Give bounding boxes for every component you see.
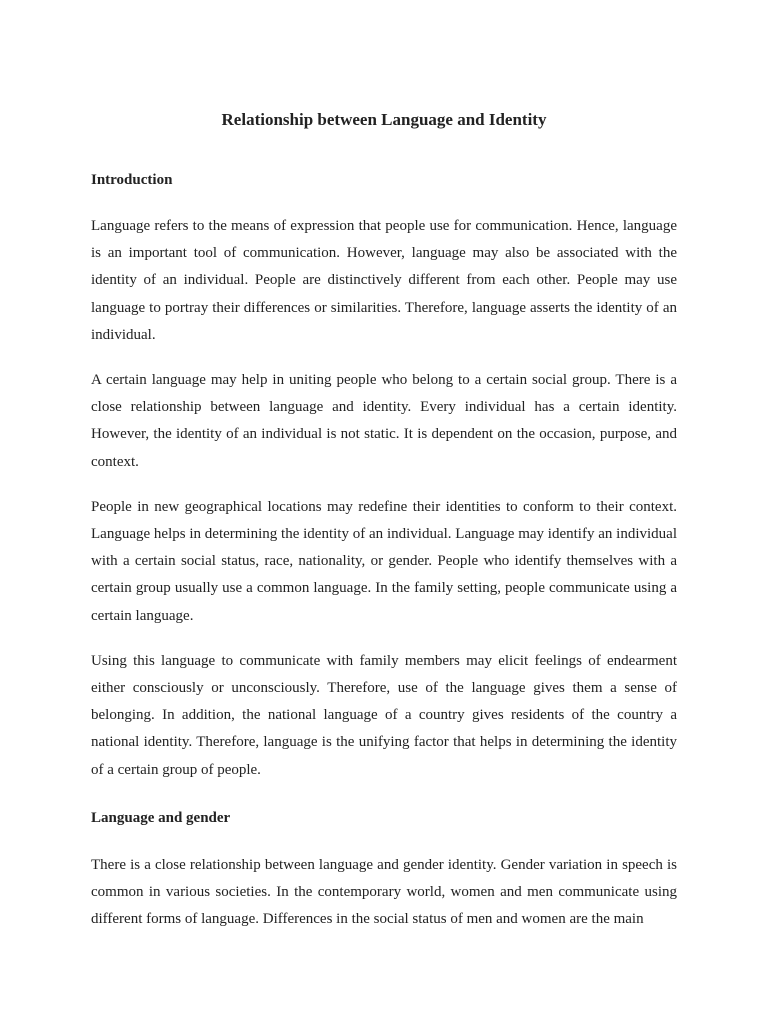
paragraph: A certain language may help in uniting people who belong to a certain social group. There is a close relationship between language and identity. Every individual has a certain identity. However, the identity of an individual is not static. It is dependent on the occasion, purpose, and context. — [91, 372, 677, 470]
paragraph: People in new geographical locations may redefine their identities to conform to their context. Language helps in determining the identity of an individual. Language may identify an individual with a certain social status, race, nationality, or gender. People who identify themselves with a certain group usually use a common language. In the family setting, people communicate using a certain language. — [91, 498, 677, 624]
paragraph: Using this language to communicate with family members may elicit feelings of endearment either consciously or unconsciously. Therefore, use of the language gives them a sense of belonging. In addition, the national language of a country gives residents of the country a national identity. Therefore, language is the unifying factor that helps in determining the identity of a certain group of people. — [91, 652, 677, 778]
section-heading-introduction: Introduction — [91, 172, 173, 188]
document-title: Relationship between Language and Identity — [221, 110, 547, 129]
paragraph: There is a close relationship between language and gender identity. Gender variation in speech is common in various societies. In the contemporary world, women and men communicate using different forms of language. Differences in the social status of men and women are the main — [91, 856, 677, 928]
paragraph: Language refers to the means of expression that people use for communication. Hence, language is an important tool of communication. However, language may also be associated with the identity of an individual. People are distinctively different from each other. People may use language to portray their differences or similarities. Therefore, language asserts the identity of an individual. — [91, 218, 677, 343]
section-heading-language-and-gender: Language and gender — [91, 809, 231, 826]
